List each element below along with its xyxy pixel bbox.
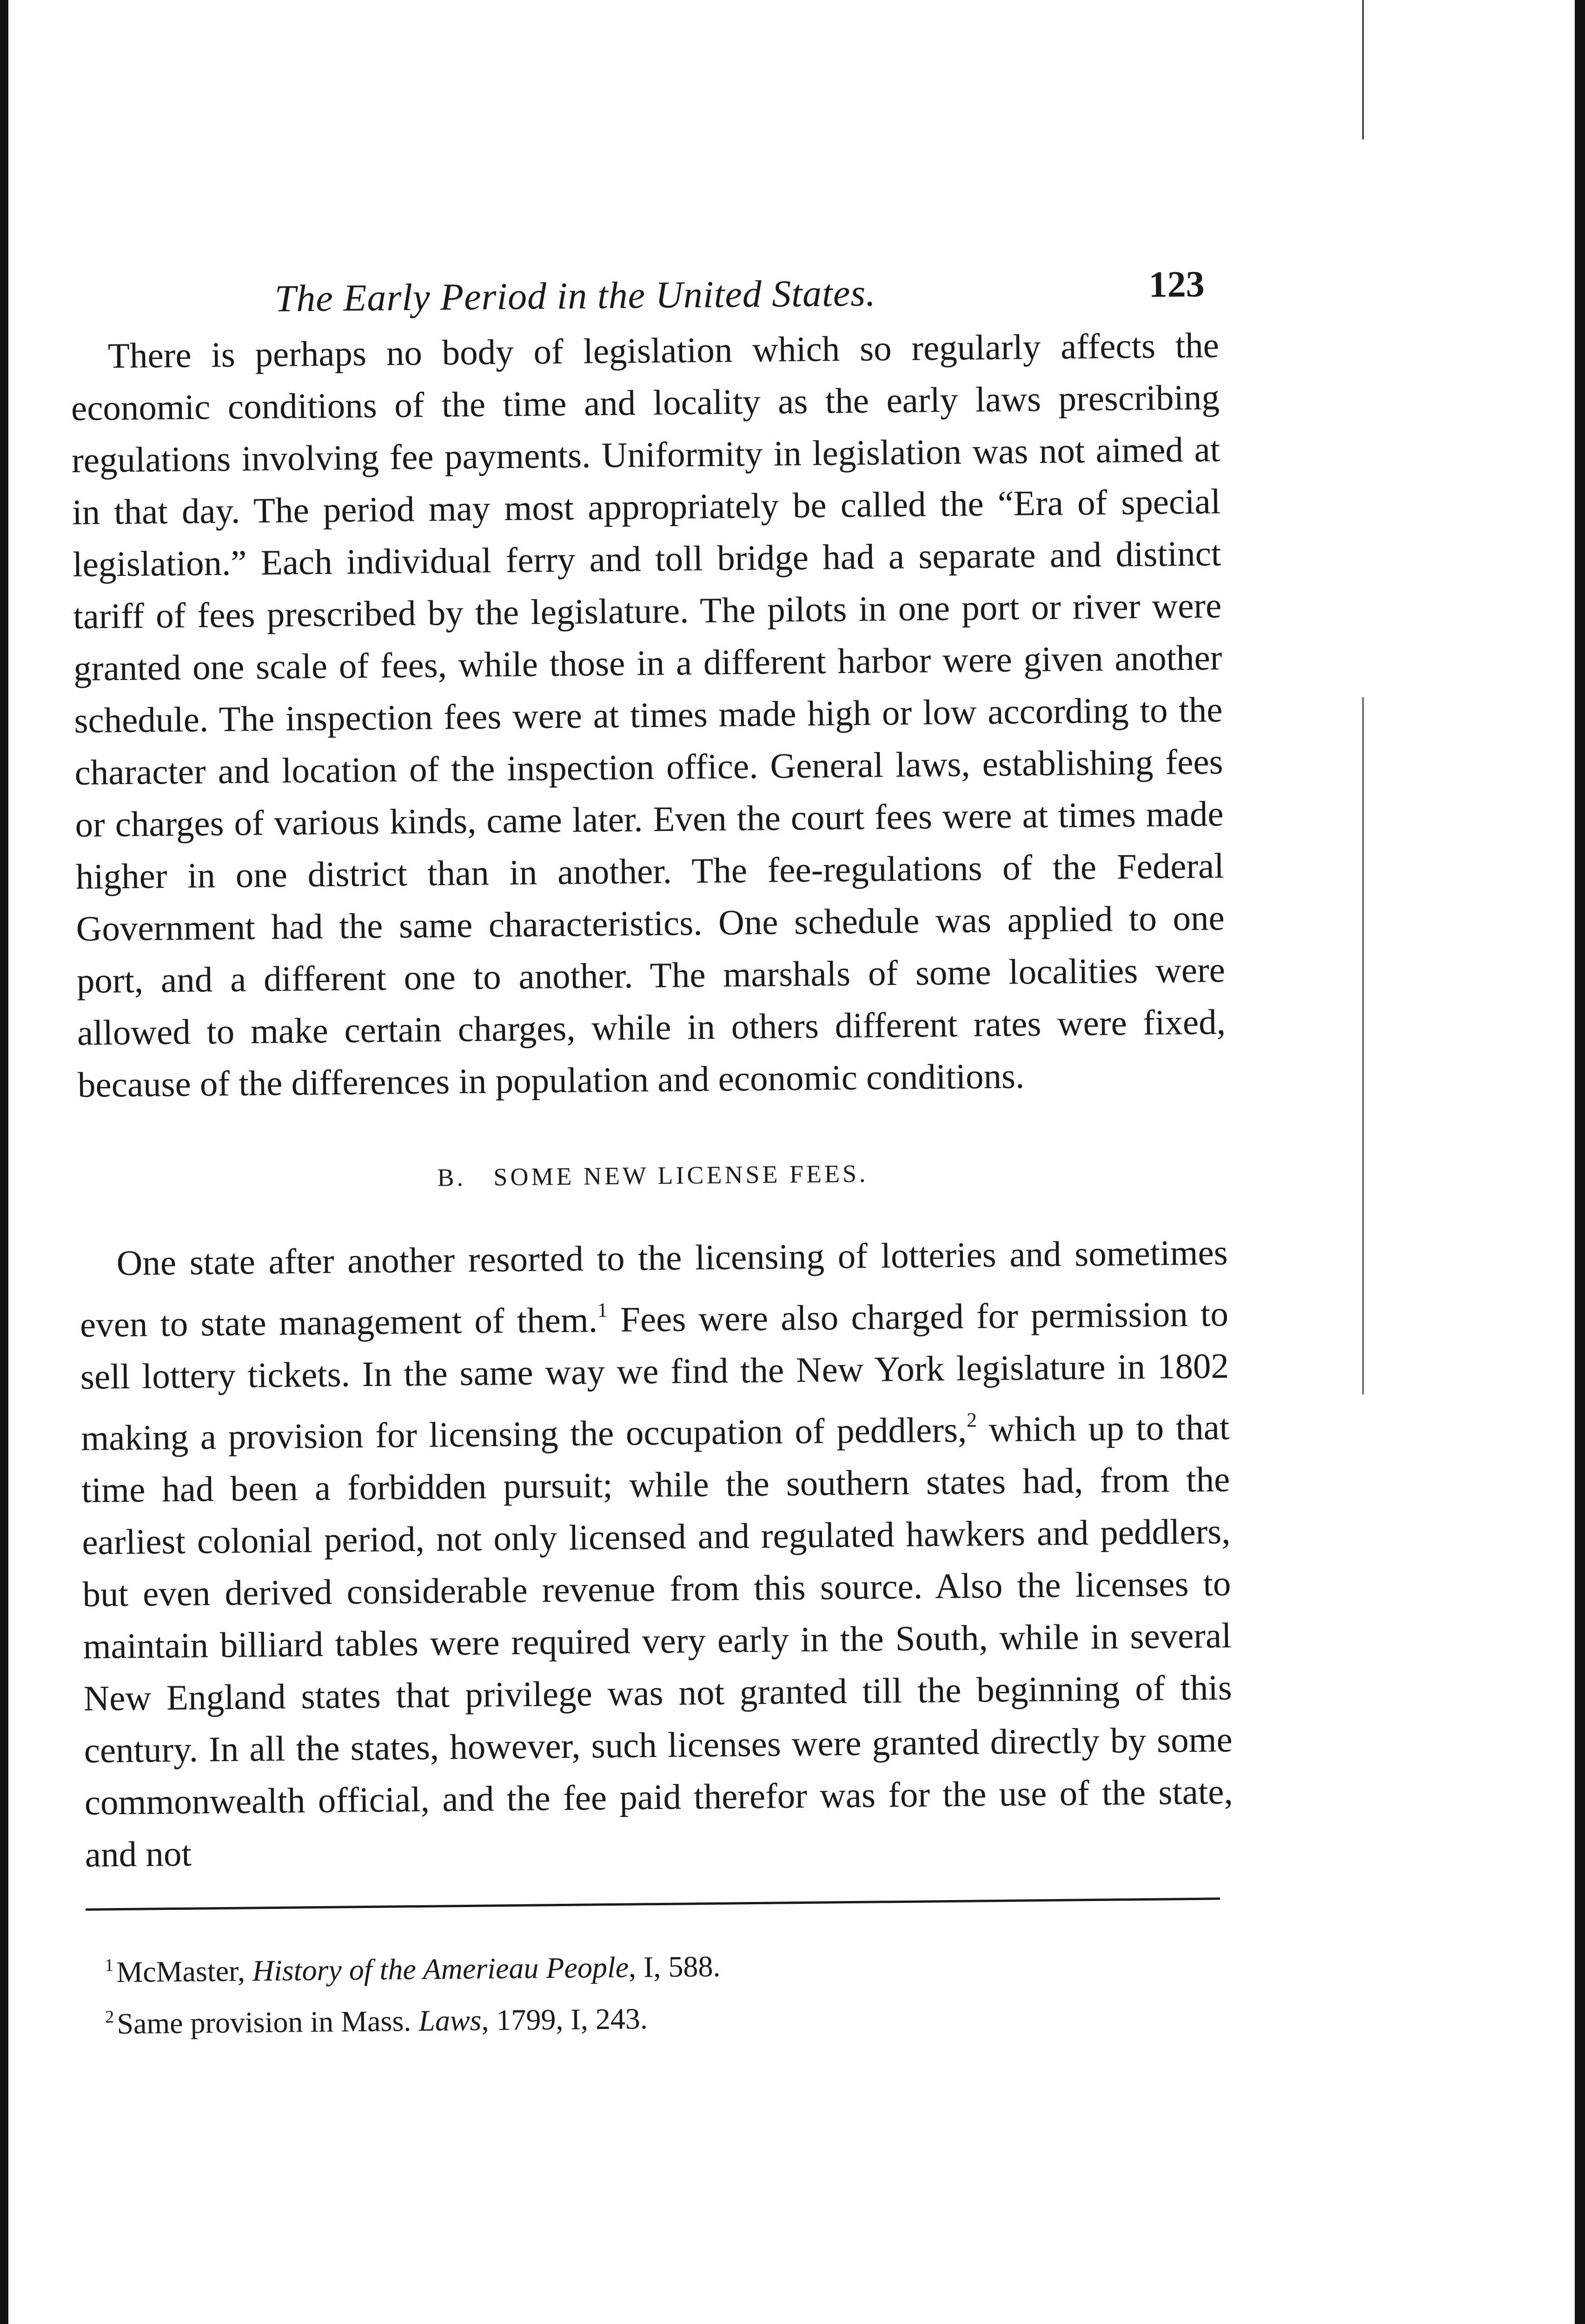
crop-mark <box>1362 697 1364 1394</box>
page-number: 123 <box>1148 264 1205 305</box>
crop-mark <box>1362 0 1364 139</box>
footnote-text: , I, 588. <box>628 1949 721 1984</box>
section-label: B. <box>437 1163 466 1192</box>
paragraph-text: One state after another resorted to the licensing of lotteries and sometimes even to state management of them. <box>80 1232 1228 1345</box>
body-paragraph: There is perhaps no body of legislation which so regularly affects the economic conditions of the time and locality as the early laws prescribing regulations involving fee payments. Uniformity in legislation was not aimed at in that day. The period may most appropriately be called the “Era of special legislation.” Each individual ferry and toll bridge had a separate and distinct tariff of fees prescribed by the legislature. The pilots in one port or river were granted one scale of fees, while those in a different harbor were given another schedule. The inspection fees were at times made high or low according to the character and location of the inspection office. General laws, establishing fees or charges of various kinds, came later. Even the court fees were at times made higher in one district than in another. The fee-regulations of the Federal Government had the same characteristics. One schedule was applied to one port, and a different one to another. The marshals of some localities were allowed to make certain charges, while in others different rates were fixed, because of the differences in population and economic conditions. <box>71 325 1226 1105</box>
scan-edge-left <box>0 0 8 2324</box>
book-page <box>70 249 1235 2047</box>
scan-edge-right <box>1575 0 1585 2324</box>
footnote-ref[interactable]: 1 <box>597 1299 608 1322</box>
running-title: The Early Period in the United States. <box>274 271 876 320</box>
footnote-title: History of the Amerieau People <box>252 1950 629 1987</box>
page-header <box>70 249 1219 330</box>
footnote-text: Same provision in Mass. <box>117 2004 419 2040</box>
footnote <box>86 1984 1235 2047</box>
paragraph-text: which up to that time had been a forbidden pursuit; while the southern states had, from the earliest colonial period, not only licensed and regulated hawkers and peddlers, but even derived considerable revenue from this source. Also the licenses to maintain billiard tables were required very early in the South, while in several New England states that privilege was not granted till the beginning of this century. In all the states, however, such licenses were granted directly by some commonwealth official, and the fee paid therefor was for the use of the state, and not <box>81 1407 1234 1875</box>
footnote-text: , 1799, I, 243. <box>481 2002 648 2037</box>
footnote-ref[interactable]: 2 <box>966 1408 977 1432</box>
footnote-rule <box>86 1897 1220 1910</box>
section-heading <box>79 1155 1227 1195</box>
footnote-title: Laws <box>418 2003 482 2037</box>
footnote-marker: 2 <box>105 2007 114 2027</box>
body-paragraph <box>79 1226 1234 1881</box>
footnote-marker: 1 <box>105 1955 114 1975</box>
section-title: SOME NEW LICENSE FEES. <box>493 1159 869 1191</box>
footnote-text: McMaster, <box>116 1954 253 1989</box>
paragraph-text: Fees were also charged for permission to sell lottery tickets. In the same way we find the New York legislature in 1802 making a provision for licensing the occupation of peddlers, <box>80 1294 1229 1458</box>
